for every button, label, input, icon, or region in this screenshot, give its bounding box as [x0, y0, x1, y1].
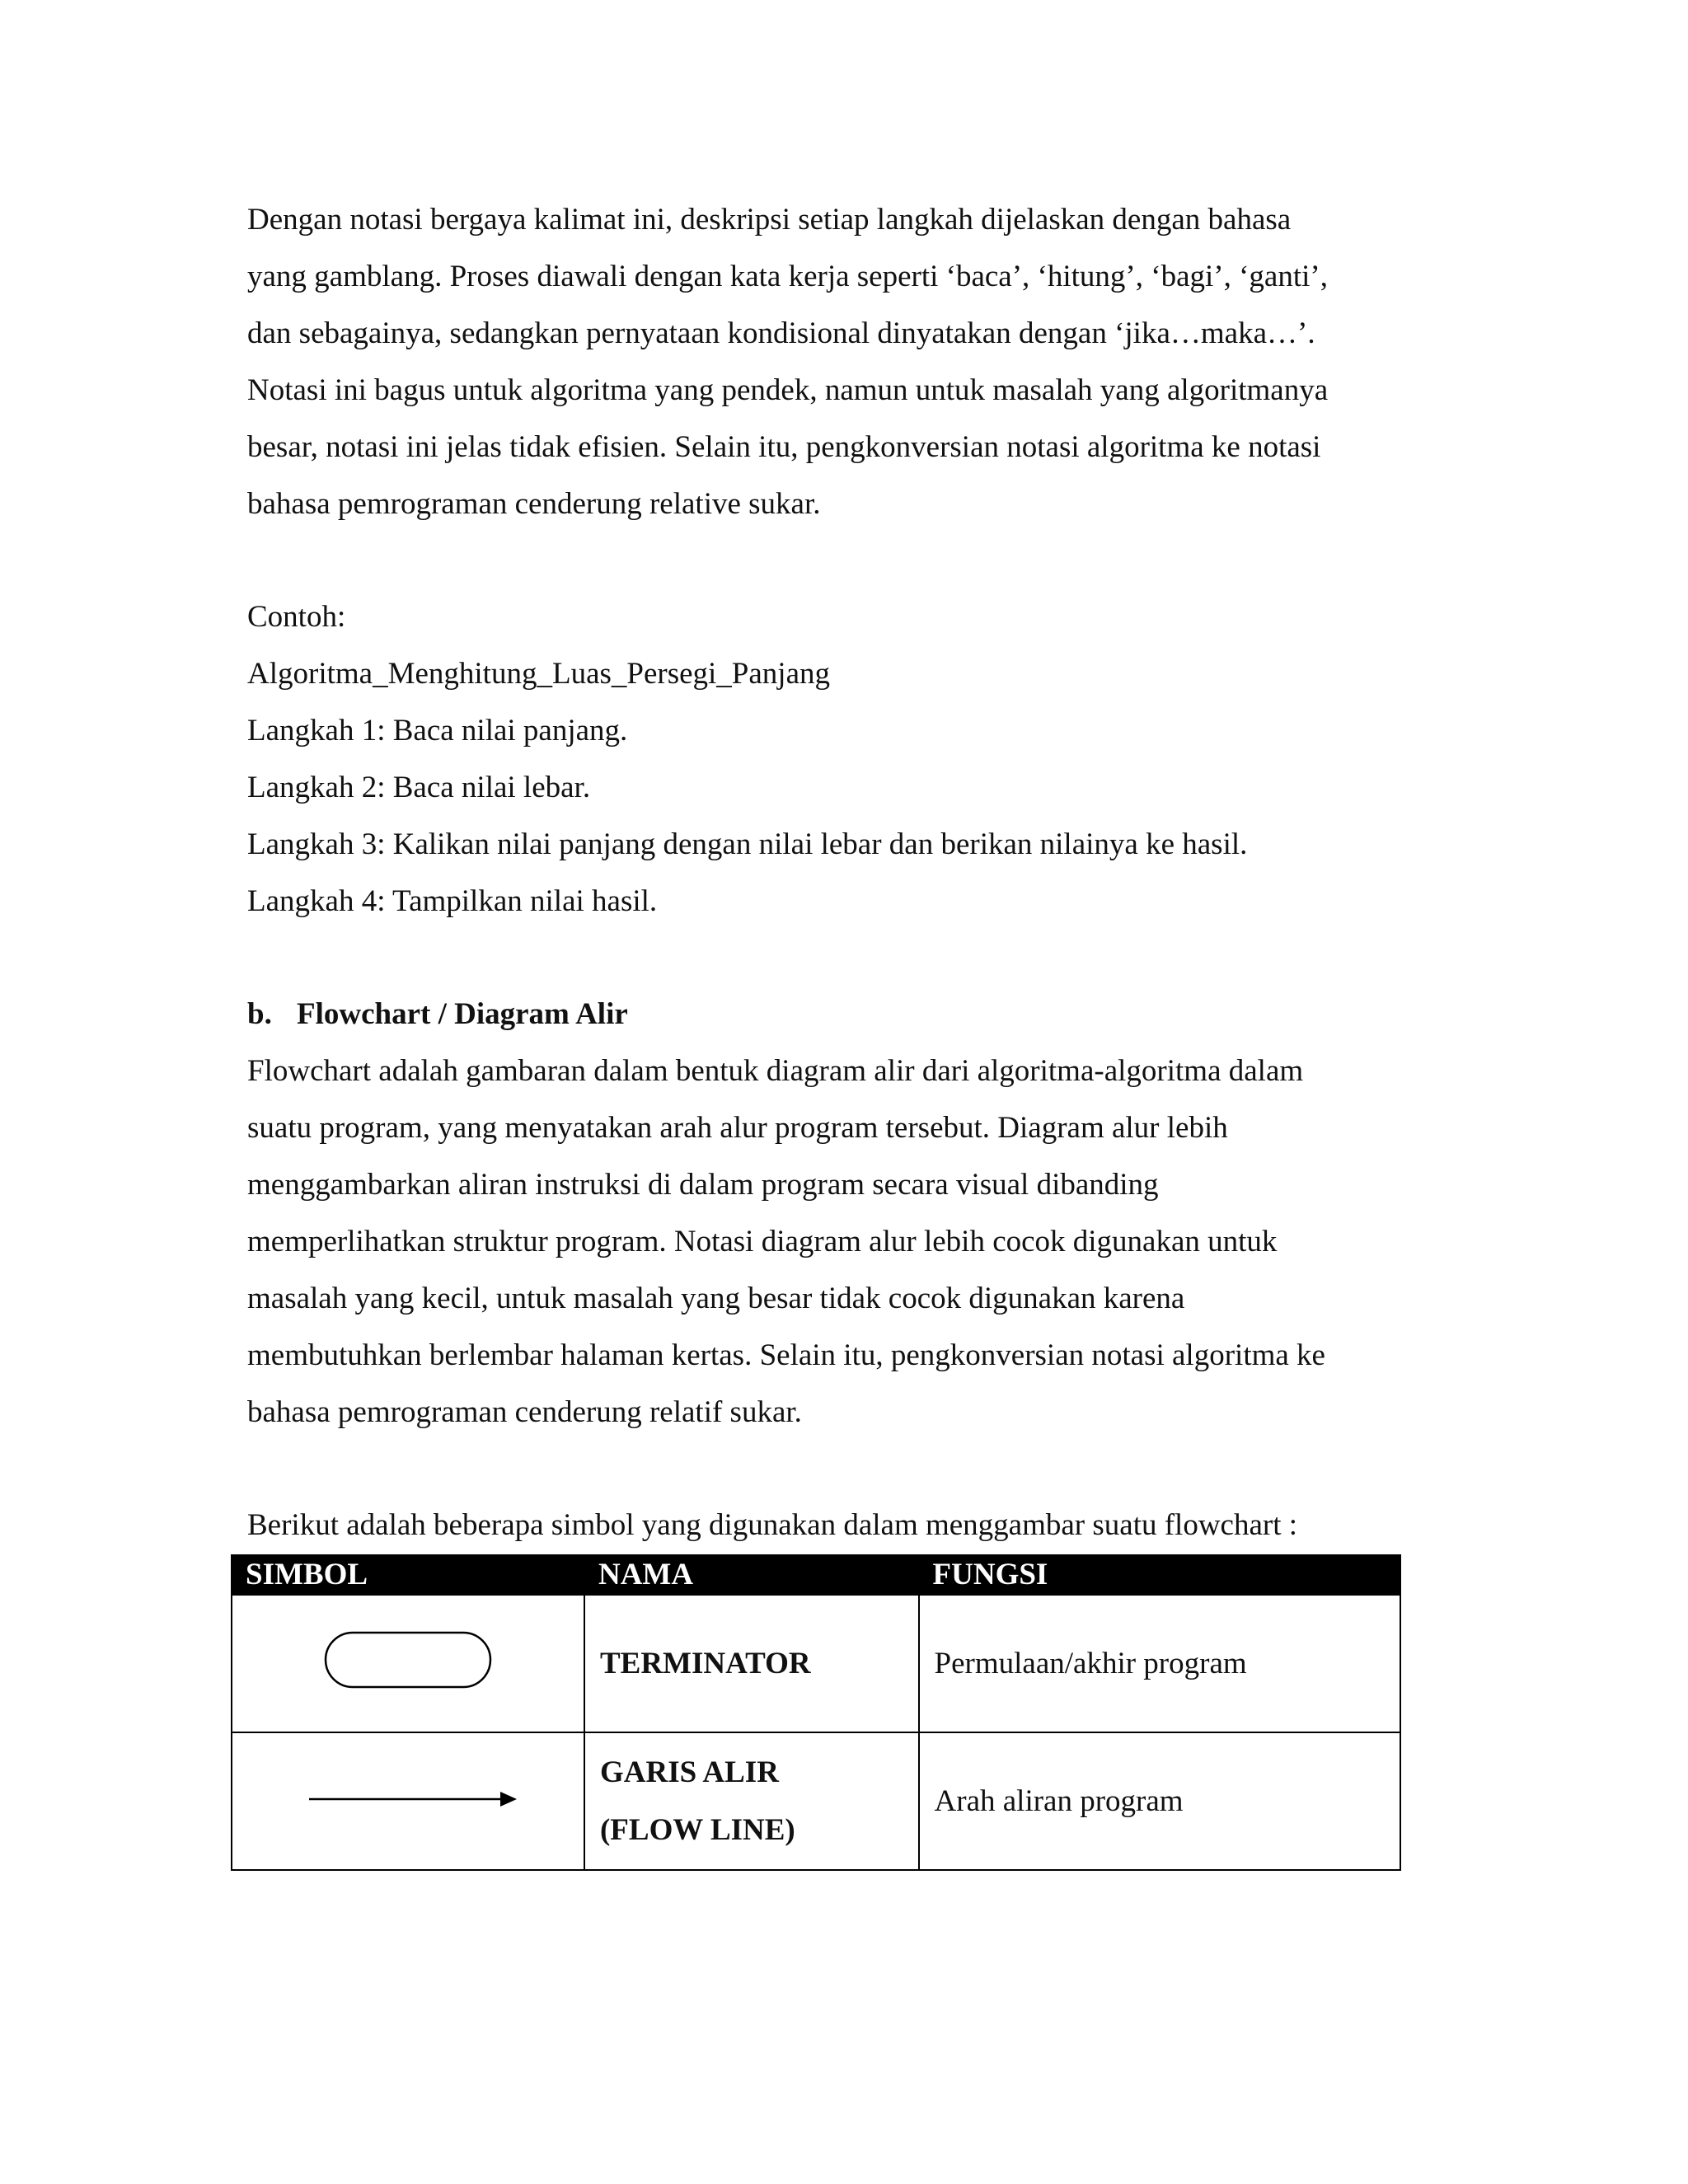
- example-step: Langkah 1: Baca nilai panjang.: [247, 714, 628, 748]
- text-line: Flowchart adalah gambaran dalam bentuk diagram alir dari algoritma-algoritma dalam: [247, 1054, 1304, 1088]
- symbol-cell: [232, 1732, 584, 1870]
- text-line: dan sebagainya, sedangkan pernyataan kondisional dinyatakan dengan ‘jika…maka…’.: [247, 316, 1315, 350]
- example-step: Langkah 3: Kalikan nilai panjang dengan nilai lebar dan berikan nilainya ke hasil.: [247, 827, 1248, 861]
- text-line: memperlihatkan struktur program. Notasi diagram alur lebih cocok digunakan untuk: [247, 1225, 1278, 1258]
- text-line: yang gamblang. Proses diawali dengan kata kerja seperti ‘baca’, ‘hitung’, ‘bagi’, ‘ganti’,: [247, 260, 1328, 293]
- section-b: [247, 986, 1434, 1554]
- text-line: Dengan notasi bergaya kalimat ini, deskripsi setiap langkah dijelaskan dengan bahasa: [247, 203, 1292, 237]
- example-block: [247, 588, 1434, 930]
- flow-line-symbol-icon: [284, 1773, 532, 1822]
- header-fungsi: FUNGSI: [919, 1555, 1400, 1595]
- symbol-name: GARIS ALIR: [599, 1755, 779, 1789]
- text-line: membutuhkan berlembar halaman kertas. Selain itu, pengkonversian notasi algoritma ke: [247, 1338, 1325, 1372]
- example-step: Langkah 2: Baca nilai lebar.: [247, 771, 591, 804]
- text-line: bahasa pemrograman cenderung relative sukar.: [247, 487, 821, 521]
- intro-paragraph: [247, 191, 1434, 532]
- example-title: Algoritma_Menghitung_Luas_Persegi_Panjang: [247, 657, 831, 691]
- text-line: suatu program, yang menyatakan arah alur program tersebut. Diagram alur lebih: [247, 1111, 1228, 1145]
- section-letter: b.: [247, 997, 272, 1031]
- flowchart-symbols-table: [231, 1554, 1401, 1871]
- symbols-intro: Berikut adalah beberapa simbol yang digunakan dalam menggambar suatu flowchart :: [247, 1508, 1298, 1542]
- table-header-row: [232, 1555, 1400, 1595]
- text-line: menggambarkan aliran instruksi di dalam program secara visual dibanding: [247, 1168, 1159, 1202]
- name-cell: [584, 1732, 919, 1870]
- section-title: Flowchart / Diagram Alir: [297, 997, 628, 1031]
- header-simbol: SIMBOL: [232, 1555, 584, 1595]
- terminator-symbol-icon: [309, 1623, 507, 1697]
- name-cell: [584, 1595, 919, 1732]
- example-label: Contoh:: [247, 600, 346, 634]
- text-line: masalah yang kecil, untuk masalah yang besar tidak cocok digunakan karena: [247, 1282, 1185, 1315]
- text-line: Notasi ini bagus untuk algoritma yang pendek, namun untuk masalah yang algoritmanya: [247, 373, 1329, 407]
- table-row: [232, 1595, 1400, 1732]
- document-page: [247, 191, 1434, 1554]
- symbol-cell: [232, 1595, 584, 1732]
- table-row: [232, 1732, 1400, 1870]
- function-cell: Arah aliran program: [919, 1732, 1400, 1870]
- symbol-name: (FLOW LINE): [599, 1812, 795, 1847]
- example-step: Langkah 4: Tampilkan nilai hasil.: [247, 884, 658, 918]
- symbol-name: TERMINATOR: [599, 1646, 811, 1680]
- function-cell: Permulaan/akhir program: [919, 1595, 1400, 1732]
- text-line: besar, notasi ini jelas tidak efisien. Selain itu, pengkonversian notasi algoritma ke notasi: [247, 430, 1321, 464]
- text-line: bahasa pemrograman cenderung relatif sukar.: [247, 1395, 802, 1429]
- section-heading: [247, 986, 1434, 1043]
- header-nama: NAMA: [584, 1555, 919, 1595]
